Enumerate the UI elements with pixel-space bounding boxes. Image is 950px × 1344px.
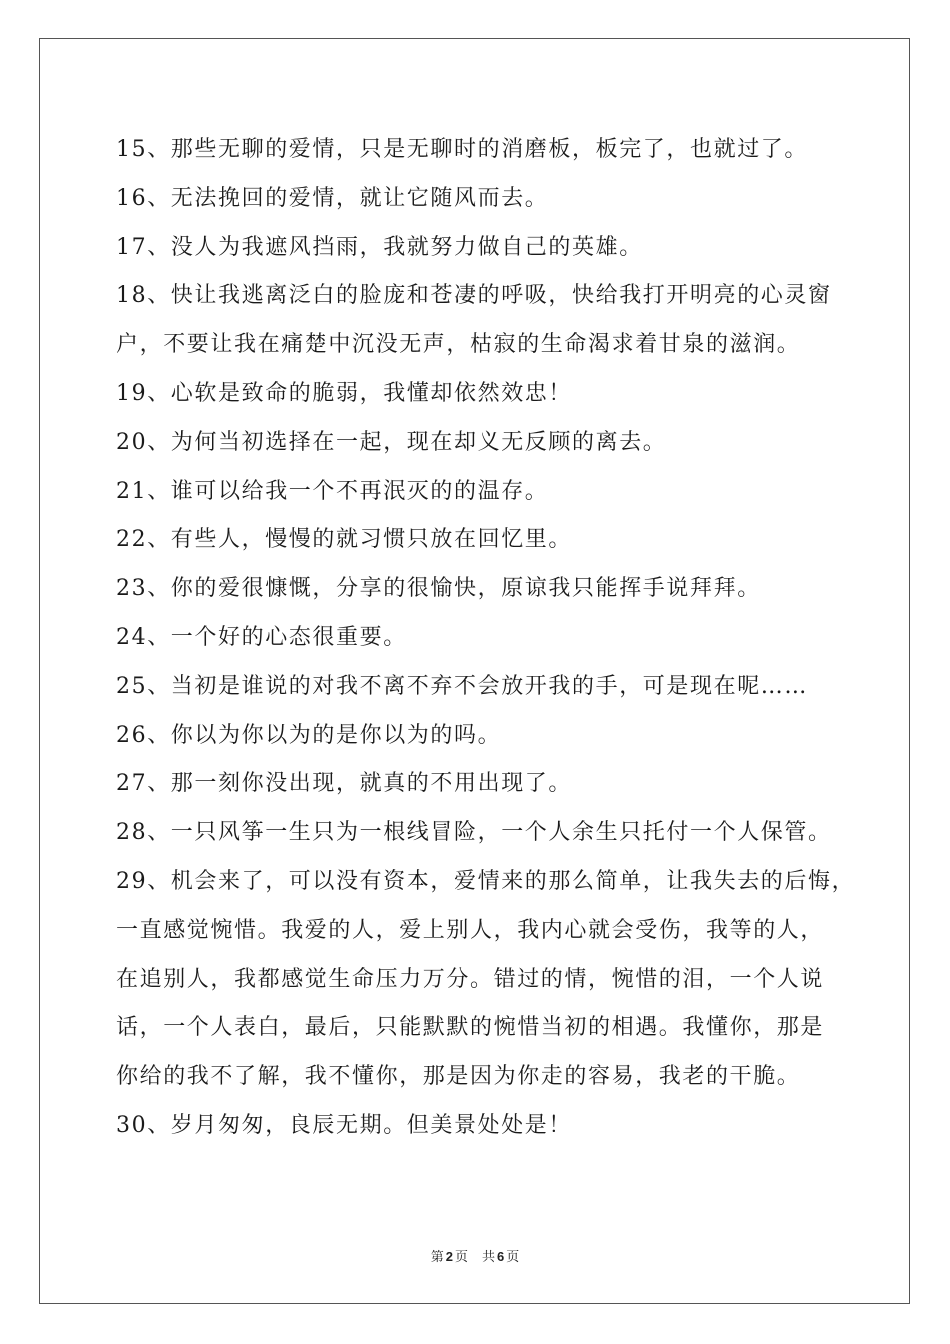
text-line: 你给的我不了解，我不懂你，那是因为你走的容易，我老的干脆。 <box>116 1064 801 1090</box>
text-line: 28、一只风筝一生只为一根线冒险，一个人余生只托付一个人保管。 <box>116 820 832 846</box>
text-line: 23、你的爱很慷慨，分享的很愉快，原谅我只能挥手说拜拜。 <box>116 576 761 602</box>
document-body <box>116 126 856 1151</box>
text-line: 在追别人，我都感觉生命压力万分。错过的情，惋惜的泪，一个人说 <box>116 966 825 992</box>
text-line: 30、岁月匆匆，良辰无期。但美景处处是！ <box>116 1112 572 1138</box>
total-prefix: 共 <box>482 1250 496 1265</box>
text-line: 户，不要让我在痛楚中沉没无声，枯寂的生命渴求着甘泉的滋润。 <box>116 332 801 358</box>
text-line: 一直感觉惋惜。我爱的人，爱上别人，我内心就会受伤，我等的人， <box>116 917 825 943</box>
text-line: 18、快让我逃离泛白的脸庞和苍凄的呼吸，快给我打开明亮的心灵窗 <box>116 283 832 309</box>
text-line: 16、无法挽回的爱情，就让它随风而去。 <box>116 185 549 211</box>
total-pages: 6 <box>497 1249 505 1264</box>
text-line: 话，一个人表白，最后，只能默默的惋惜当初的相遇。我懂你，那是 <box>116 1015 825 1041</box>
page-prefix: 第 <box>430 1250 444 1265</box>
text-line: 26、你以为你以为的是你以为的吗。 <box>116 722 502 748</box>
text-line: 24、一个好的心态很重要。 <box>116 624 407 650</box>
text-line: 27、那一刻你没出现，就真的不用出现了。 <box>116 771 572 797</box>
page-number: 2 <box>445 1249 453 1264</box>
page-footer <box>0 1247 950 1268</box>
text-line: 19、心软是致命的脆弱，我懂却依然效忠！ <box>116 380 572 406</box>
total-suffix: 页 <box>506 1250 520 1265</box>
text-line: 21、谁可以给我一个不再泯灭的的温存。 <box>116 478 549 504</box>
text-line: 17、没人为我遮风挡雨，我就努力做自己的英雄。 <box>116 234 643 260</box>
text-line: 15、那些无聊的爱情，只是无聊时的消磨板，板完了，也就过了。 <box>116 137 808 162</box>
text-line: 22、有些人，慢慢的就习惯只放在回忆里。 <box>116 527 572 553</box>
page-suffix: 页 <box>454 1250 468 1265</box>
text-line: 20、为何当初选择在一起，现在却义无反顾的离去。 <box>116 429 667 455</box>
text-line: 29、机会来了，可以没有资本，爱情来的那么简单，让我失去的后悔， <box>116 868 856 894</box>
text-line: 25、当初是谁说的对我不离不弃不会放开我的手，可是现在呢…… <box>116 673 808 699</box>
